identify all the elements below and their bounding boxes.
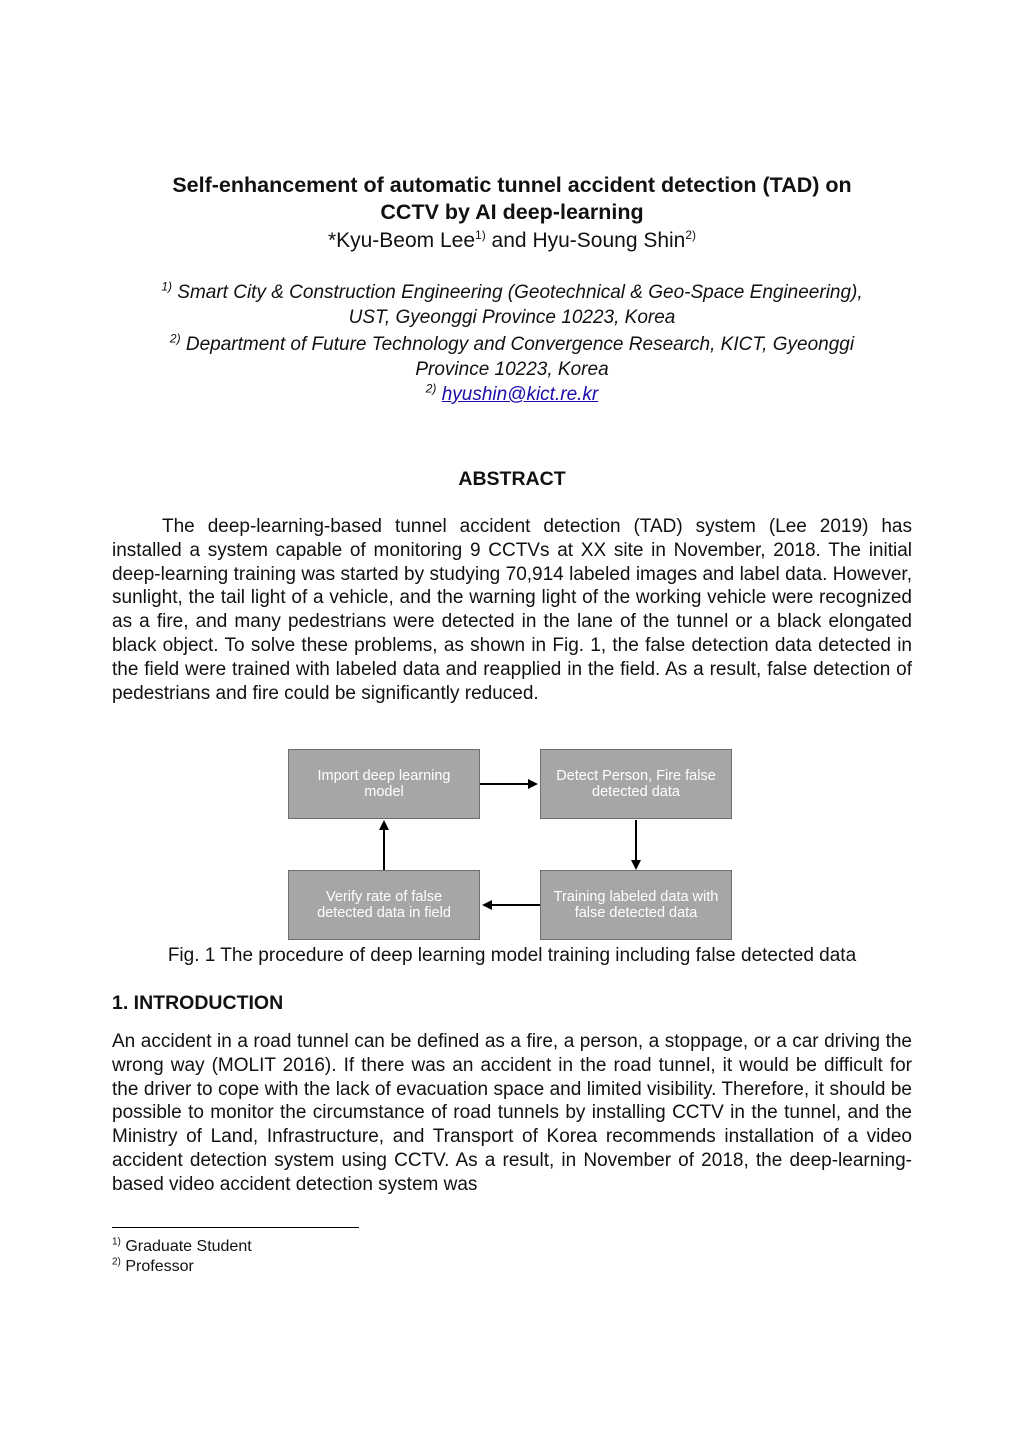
box-verify-rate: Verify rate of false detected data in field — [288, 870, 480, 940]
footnote-divider — [112, 1227, 359, 1228]
flow-diagram — [280, 742, 750, 947]
affiliation-1-line-1: Smart City & Construction Engineering (Geotechnical & Geo-Space Engineering), — [177, 282, 863, 303]
footnote-2-mark: 2) — [112, 1256, 121, 1268]
contact-email-line — [112, 383, 912, 408]
figure-caption: Fig. 1 The procedure of deep learning model training including false detected data — [167, 945, 857, 966]
footnote-2-text: Professor — [125, 1258, 194, 1275]
author-2-mark: 2) — [685, 228, 697, 242]
title-line-2: CCTV by AI deep-learning — [380, 200, 644, 224]
abstract-heading: ABSTRACT — [458, 468, 566, 490]
affiliation-2 — [112, 333, 912, 382]
affiliation-2-line-2: Province 10223, Korea — [415, 358, 609, 380]
author-2-name: Hyu-Soung Shin — [532, 229, 686, 252]
introduction-heading: 1. INTRODUCTION — [112, 992, 284, 1014]
affiliation-2-mark: 2) — [169, 331, 181, 346]
affiliation-1 — [112, 281, 912, 330]
box-import-model: Import deep learning model — [288, 749, 480, 819]
footnote-1-mark: 1) — [112, 1236, 121, 1248]
box-detect-false-data: Detect Person, Fire false detected data — [540, 749, 732, 819]
footnote-2 — [112, 1257, 194, 1277]
footnote-1-text: Graduate Student — [125, 1238, 252, 1255]
affiliation-2-line-1: Department of Future Technology and Convergence Research, KICT, Gyeonggi — [185, 334, 855, 355]
box-training-labeled-data: Training labeled data with false detected data — [540, 870, 732, 940]
author-conjunction: and — [491, 229, 527, 252]
abstract-paragraph: The deep-learning-based tunnel accident detection (TAD) system (Lee 2019) has installed a system capable of monitoring 9 CCTVs at XX site in November, 2018. The initial deep-learning training was started by studying 70,914 labeled images and label data. However, sunlight, the tail light of a vehicle, and the warning light of the working vehicle were recognized as a fire, and many pedestrians were detected in the lane of the tunnel or a black elongated black object. To solve these problems, as shown in Fig. 1, the false detection data detected in the field were trained with labeled data and reapplied in the field. As a result, false detection of pedestrians and fire could be significantly reduced. — [112, 516, 912, 704]
email-link[interactable]: hyushin@kict.re.kr — [441, 384, 599, 405]
author-1-name: *Kyu-Beom Lee — [327, 229, 476, 252]
introduction-paragraph: An accident in a road tunnel can be defined as a fire, a person, a stoppage, or a car driving the wrong way (MOLIT 2016). If there was an accident in the road tunnel, it would be difficult for the driver to cope with the lack of evacuation space and limited visibility. Therefore, it should be possible to monitor the circumstance of road tunnels by installing CCTV in the tunnel, and the Ministry of Land, Infrastructure, and Transport of Korea recommends installation of a video accident detection system using CCTV. As a result, in November of 2018, the deep-learning-based video accident detection system was — [112, 1031, 912, 1195]
title-line-1: Self-enhancement of automatic tunnel accident detection (TAD) on — [172, 173, 852, 197]
footnote-1 — [112, 1237, 252, 1257]
author-line — [112, 227, 912, 255]
affiliation-1-mark: 1) — [161, 279, 172, 294]
author-1-mark: 1) — [475, 228, 486, 242]
paper-title — [112, 172, 912, 226]
contact-mark: 2) — [425, 381, 437, 396]
affiliation-1-line-2: UST, Gyeonggi Province 10223, Korea — [348, 306, 676, 328]
